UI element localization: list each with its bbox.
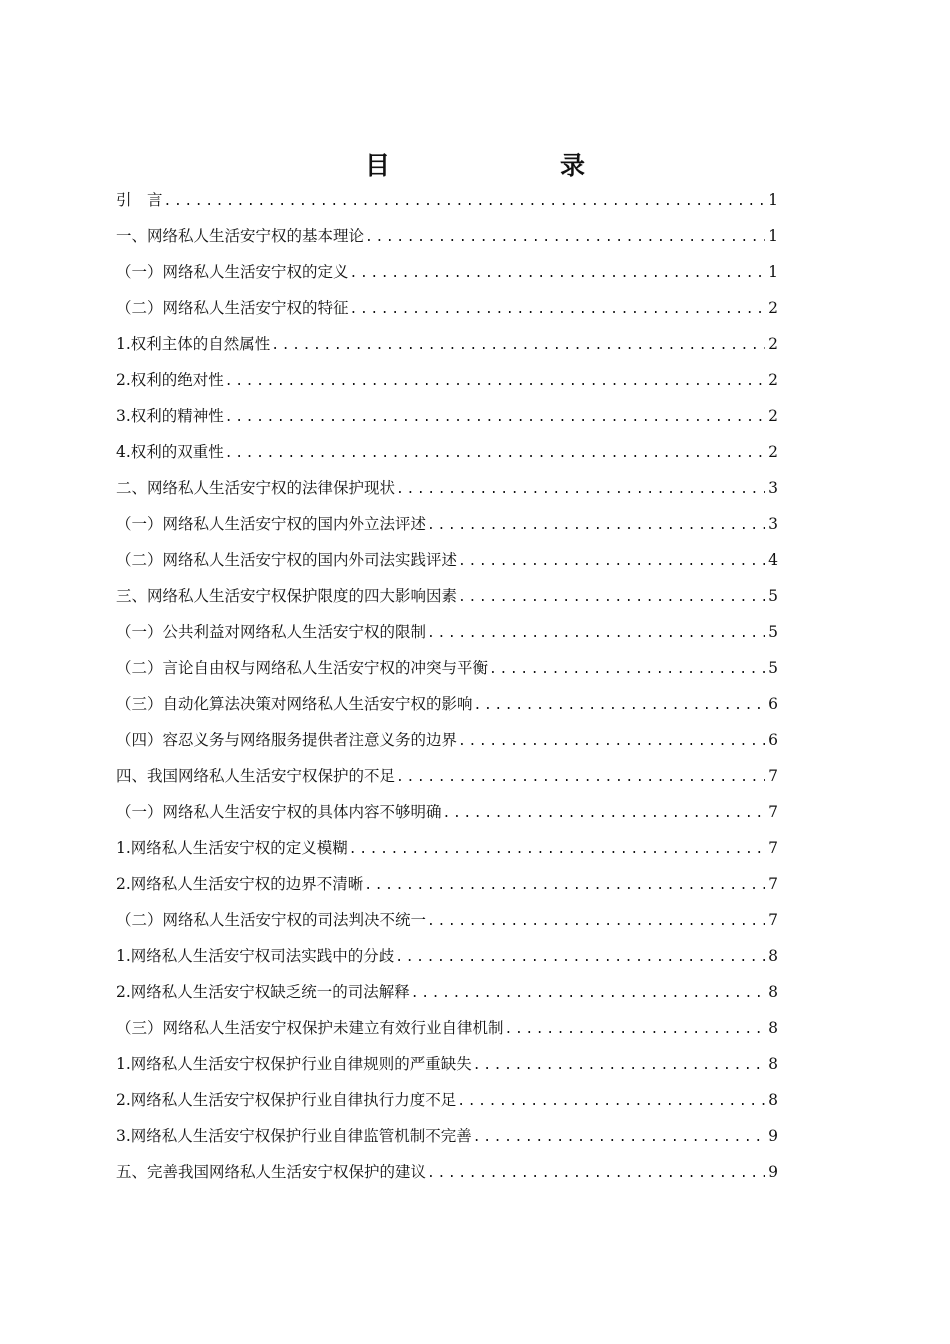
dot-leader <box>396 760 765 796</box>
toc-entry-label: （一）网络私人生活安宁权的国内外立法评述 <box>116 515 427 533</box>
toc-entry[interactable] <box>116 434 778 470</box>
toc-entry-label: 引 言 <box>116 191 163 209</box>
toc-entry[interactable] <box>116 1010 778 1046</box>
toc-entry-label: （二）言论自由权与网络私人生活安宁权的冲突与平衡 <box>116 659 489 677</box>
toc-entry[interactable] <box>116 758 778 794</box>
dot-leader <box>458 724 765 760</box>
dot-leader <box>164 184 765 220</box>
dot-leader <box>395 940 765 976</box>
toc-entry-page: 8 <box>768 947 778 965</box>
toc-entry[interactable] <box>116 182 778 218</box>
dot-leader <box>350 292 765 328</box>
dot-leader <box>350 256 765 292</box>
toc-entry-label: 一、网络私人生活安宁权的基本理论 <box>116 227 365 245</box>
toc-entry-page: 7 <box>768 839 778 857</box>
toc-entry[interactable] <box>116 686 778 722</box>
toc-entry[interactable] <box>116 218 778 254</box>
dot-leader <box>458 544 765 580</box>
toc-entry-label: 三、网络私人生活安宁权保护限度的四大影响因素 <box>116 587 458 605</box>
toc-entry-page: 9 <box>768 1163 778 1181</box>
toc-entry-page: 2 <box>768 443 778 461</box>
toc-entry[interactable] <box>116 254 778 290</box>
toc-entry-page: 1 <box>768 191 778 209</box>
toc-entry-page: 6 <box>768 695 778 713</box>
toc-entry-label: （一）公共利益对网络私人生活安宁权的限制 <box>116 623 427 641</box>
toc-entry-label: （二）网络私人生活安宁权的国内外司法实践评述 <box>116 551 458 569</box>
toc-entry-page: 7 <box>768 875 778 893</box>
toc-entry-label: （一）网络私人生活安宁权的定义 <box>116 263 349 281</box>
toc-entry-label: 四、我国网络私人生活安宁权保护的不足 <box>116 767 396 785</box>
dot-leader <box>457 1084 765 1120</box>
toc-entry-label: 1.网络私人生活安宁权保护行业自律规则的严重缺失 <box>116 1055 472 1073</box>
dot-leader <box>225 364 765 400</box>
toc-entry[interactable] <box>116 542 778 578</box>
toc-entry-label: 五、完善我国网络私人生活安宁权保护的建议 <box>116 1163 427 1181</box>
toc-entry-page: 5 <box>768 587 778 605</box>
toc-entry[interactable] <box>116 1046 778 1082</box>
dot-leader <box>427 508 765 544</box>
toc-entry-page: 8 <box>768 983 778 1001</box>
toc-entry-label: 2.权利的绝对性 <box>116 371 224 389</box>
toc-entry[interactable] <box>116 794 778 830</box>
toc-entry-page: 7 <box>768 803 778 821</box>
toc-entry-label: 1.网络私人生活安宁权司法实践中的分歧 <box>116 947 395 965</box>
toc-entry[interactable] <box>116 326 778 362</box>
toc-entry-page: 6 <box>768 731 778 749</box>
toc-entry[interactable] <box>116 938 778 974</box>
toc-entry-label: 1.权利主体的自然属性 <box>116 335 271 353</box>
toc-entry-label: （二）网络私人生活安宁权的特征 <box>116 299 349 317</box>
dot-leader <box>427 616 765 652</box>
dot-leader <box>427 1156 765 1192</box>
toc-entry[interactable] <box>116 650 778 686</box>
dot-leader <box>225 400 765 436</box>
dot-leader <box>443 796 765 832</box>
toc-entry[interactable] <box>116 470 778 506</box>
toc-entry-page: 5 <box>768 659 778 677</box>
toc-entry-label: 2.网络私人生活安宁权保护行业自律执行力度不足 <box>116 1091 457 1109</box>
dot-leader <box>225 436 765 472</box>
toc-entry[interactable] <box>116 1082 778 1118</box>
toc-entry[interactable] <box>116 1154 778 1190</box>
dot-leader <box>505 1012 765 1048</box>
toc-entry[interactable] <box>116 974 778 1010</box>
dot-leader <box>364 868 765 904</box>
dot-leader <box>411 976 765 1012</box>
toc-entry[interactable] <box>116 362 778 398</box>
toc-entry[interactable] <box>116 866 778 902</box>
dot-leader <box>473 1120 765 1156</box>
toc-entry-page: 3 <box>768 479 778 497</box>
toc-entry-page: 4 <box>768 551 778 569</box>
toc-entry-label: （三）自动化算法决策对网络私人生活安宁权的影响 <box>116 695 473 713</box>
dot-leader <box>474 688 765 724</box>
toc-entry[interactable] <box>116 1118 778 1154</box>
toc-entry-label: 二、网络私人生活安宁权的法律保护现状 <box>116 479 396 497</box>
toc-entry-label: 3.权利的精神性 <box>116 407 224 425</box>
toc-title: 目 录 <box>364 151 625 180</box>
toc-entry-page: 8 <box>768 1019 778 1037</box>
toc-entry-label: （三）网络私人生活安宁权保护未建立有效行业自律机制 <box>116 1019 504 1037</box>
dot-leader <box>458 580 765 616</box>
toc-list <box>116 182 778 1190</box>
toc-entry-page: 5 <box>768 623 778 641</box>
toc-entry[interactable] <box>116 578 778 614</box>
toc-entry-page: 7 <box>768 911 778 929</box>
toc-entry-page: 8 <box>768 1055 778 1073</box>
toc-entry[interactable] <box>116 398 778 434</box>
toc-entry-page: 2 <box>768 371 778 389</box>
dot-leader <box>489 652 765 688</box>
toc-entry-label: 4.权利的双重性 <box>116 443 224 461</box>
toc-entry-label: （二）网络私人生活安宁权的司法判决不统一 <box>116 911 427 929</box>
toc-entry-label: （四）容忍义务与网络服务提供者注意义务的边界 <box>116 731 458 749</box>
toc-entry[interactable] <box>116 830 778 866</box>
toc-entry-label: （一）网络私人生活安宁权的具体内容不够明确 <box>116 803 442 821</box>
toc-entry-page: 8 <box>768 1091 778 1109</box>
toc-entry[interactable] <box>116 290 778 326</box>
toc-entry[interactable] <box>116 722 778 758</box>
toc-entry-page: 2 <box>768 407 778 425</box>
dot-leader <box>396 472 765 508</box>
dot-leader <box>427 904 765 940</box>
toc-entry-page: 1 <box>768 227 778 245</box>
toc-entry-page: 7 <box>768 767 778 785</box>
toc-entry-page: 2 <box>768 299 778 317</box>
toc-entry-page: 9 <box>768 1127 778 1145</box>
toc-entry-label: 3.网络私人生活安宁权保护行业自律监管机制不完善 <box>116 1127 472 1145</box>
toc-entry-label: 1.网络私人生活安宁权的定义模糊 <box>116 839 348 857</box>
toc-entry[interactable] <box>116 506 778 542</box>
dot-leader <box>365 220 765 256</box>
toc-entry-label: 2.网络私人生活安宁权缺乏统一的司法解释 <box>116 983 410 1001</box>
toc-entry[interactable] <box>116 902 778 938</box>
toc-entry[interactable] <box>116 614 778 650</box>
dot-leader <box>349 832 765 868</box>
toc-entry-page: 2 <box>768 335 778 353</box>
toc-entry-page: 3 <box>768 515 778 533</box>
dot-leader <box>473 1048 765 1084</box>
toc-entry-page: 1 <box>768 263 778 281</box>
dot-leader <box>271 328 765 364</box>
toc-entry-label: 2.网络私人生活安宁权的边界不清晰 <box>116 875 364 893</box>
